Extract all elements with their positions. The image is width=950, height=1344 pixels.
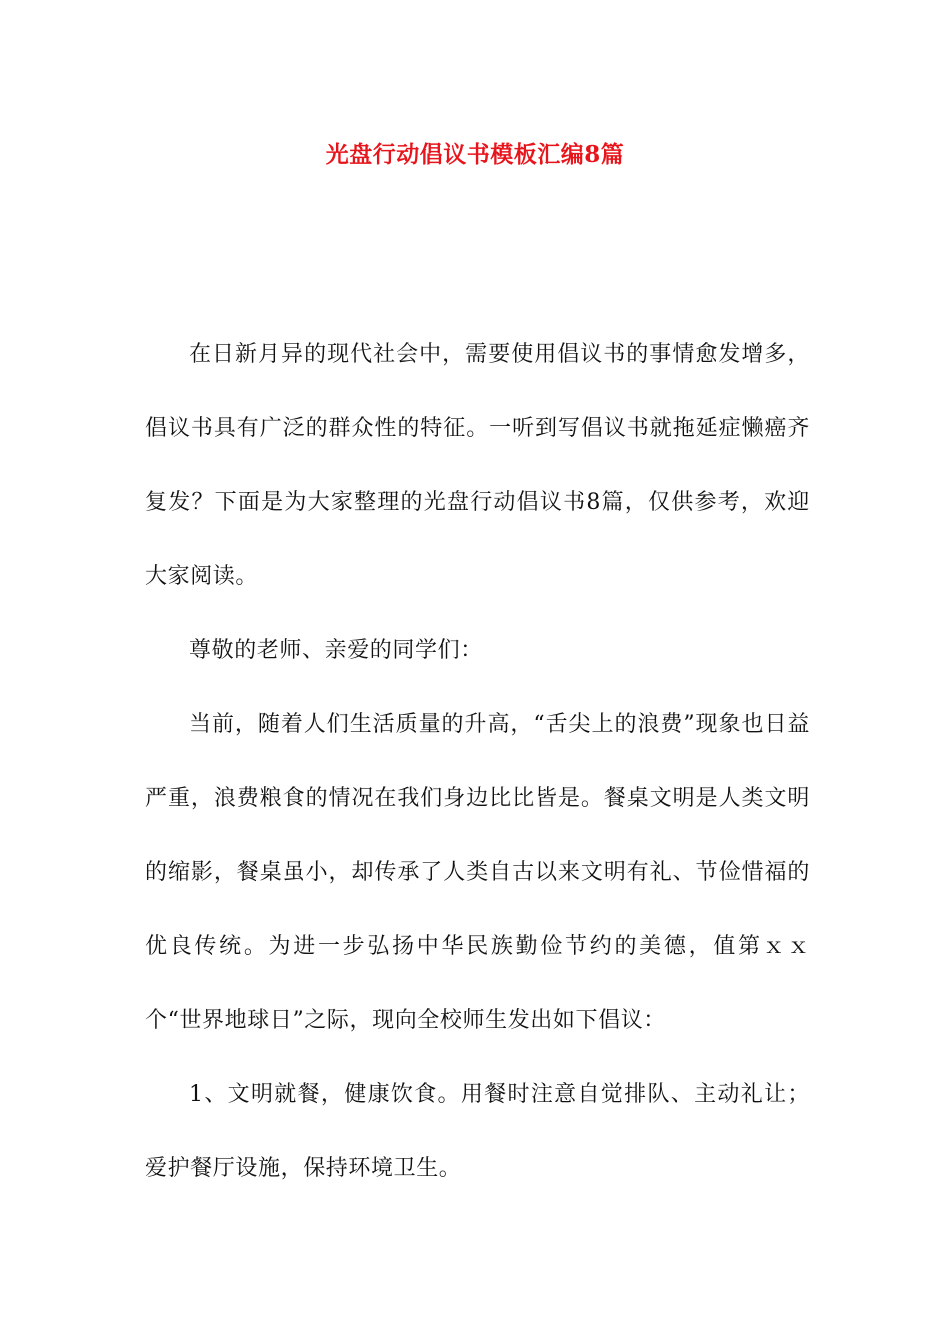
context-paragraph: 当前，随着人们生活质量的升高，“舌尖上的浪费”现象也日益严重，浪费粮食的情况在我们身边比比皆是。餐桌文明是人类文明的缩影，餐桌虽小，却传承了人类自古以来文明有礼、节俭惜福的优良传统。为进一步弘扬中华民族勤俭节约的美德，值第ｘｘ个“世界地球日”之际，现向全校师生发出如下倡议：	[145, 712, 810, 1033]
document-title: 光盘行动倡议书模板汇编8篇	[325, 141, 625, 168]
salutation-paragraph: 尊敬的老师、亲爱的同学们：	[189, 638, 483, 663]
proposal-item-1: 1、文明就餐，健康饮食。用餐时注意自觉排队、主动礼让；爱护餐厅设施，保持环境卫生。	[145, 1082, 810, 1181]
intro-paragraph: 在日新月异的现代社会中，需要使用倡议书的事情愈发增多，倡议书具有广泛的群众性的特征。一听到写倡议书就拖延症懒癌齐复发？下面是为大家整理的光盘行动倡议书8篇，仅供参考，欢迎大家阅读。	[145, 342, 810, 589]
document-body	[145, 318, 810, 1206]
